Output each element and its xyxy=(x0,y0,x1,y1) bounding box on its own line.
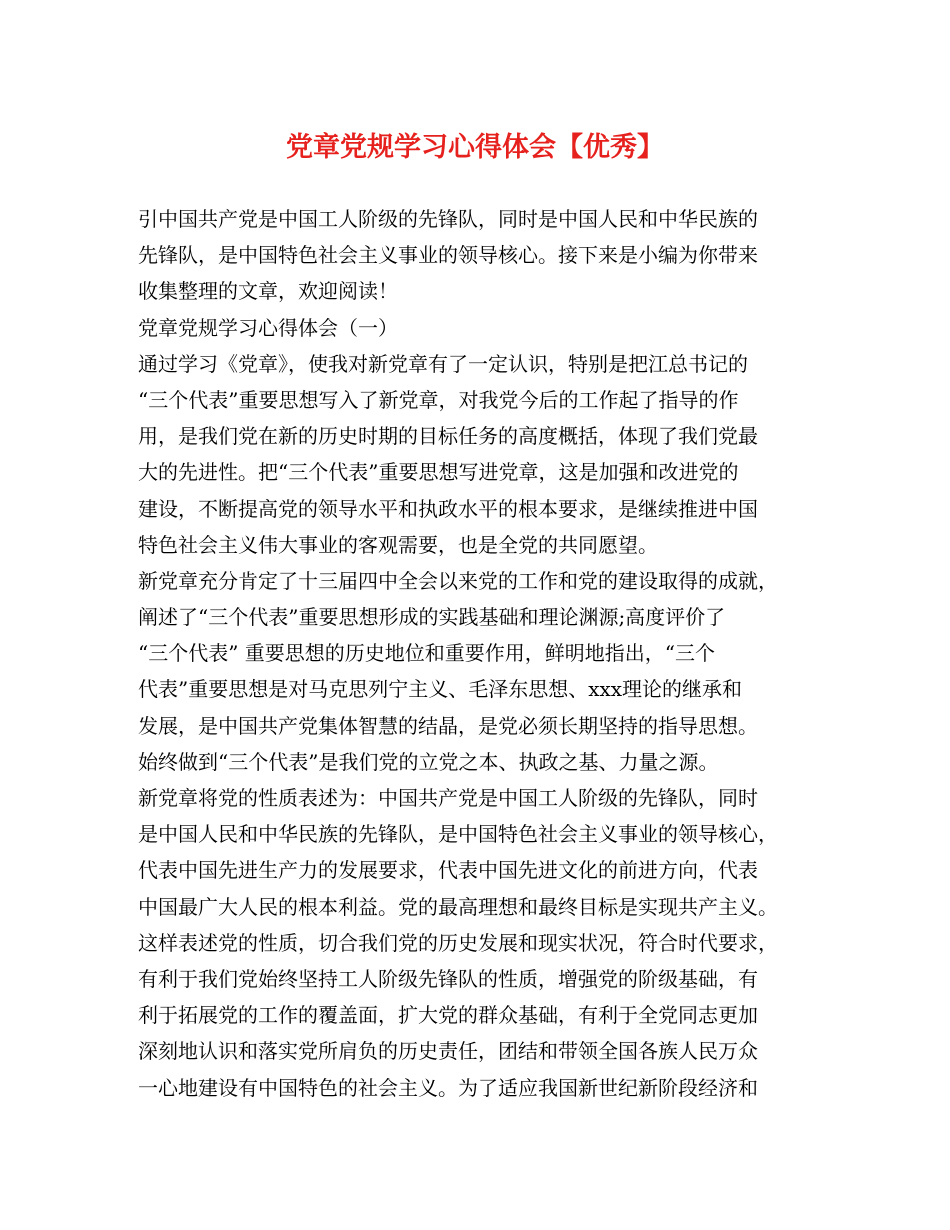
text-line: 用，是我们党在新的历史时期的目标任务的高度概括，体现了我们党最 xyxy=(138,424,758,449)
text-line: 收集整理的文章，欢迎阅读！ xyxy=(138,279,398,304)
text-line: 特色社会主义伟大事业的客观需要，也是全党的共同愿望。 xyxy=(138,532,658,557)
text-line: 阐述了“三个代表”重要思想形成的实践基础和理论渊源;高度评价了 xyxy=(138,605,726,630)
text-line: 大的先进性。把“三个代表”重要思想写进党章，这是加强和改进党的 xyxy=(138,460,739,485)
text-line: 有利于我们党始终坚持工人阶级先锋队的性质，增强党的阶级基础，有 xyxy=(138,966,758,991)
document-body xyxy=(138,201,828,1106)
text-line: 代表中国先进生产力的发展要求，代表中国先进文化的前进方向，代表 xyxy=(138,858,758,883)
text-line: 新党章充分肯定了十三届四中全会以来党的工作和党的建设取得的成就， xyxy=(138,568,778,593)
document-title: 党章党规学习心得体会【优秀】 xyxy=(286,132,664,163)
text-line: 引中国共产党是中国工人阶级的先锋队，同时是中国人民和中华民族的 xyxy=(138,207,758,231)
text-line: 利于拓展党的工作的覆盖面，扩大党的群众基础，有利于全党同志更加 xyxy=(138,1003,758,1028)
section-heading: 党章党规学习心得体会（一） xyxy=(138,315,398,340)
text-line: 这样表述党的性质，切合我们党的历史发展和现实状况，符合时代要求， xyxy=(138,930,778,955)
text-line: 是中国人民和中华民族的先锋队，是中国特色社会主义事业的领导核心， xyxy=(138,822,778,847)
text-line: 一心地建设有中国特色的社会主义。为了适应我国新世纪新阶段经济和 xyxy=(138,1075,758,1100)
text-line: 建设，不断提高党的领导水平和执政水平的根本要求，是继续推进中国 xyxy=(138,496,758,521)
text-line: 中国最广大人民的根本利益。党的最高理想和最终目标是实现共产主义。 xyxy=(138,894,778,919)
text-line: 通过学习《党章》，使我对新党章有了一定认识，特别是把江总书记的 xyxy=(138,351,748,376)
text-line: 代表”重要思想是对马克思列宁主义、毛泽东思想、xxx理论的继承和 xyxy=(138,677,743,702)
text-line: 始终做到“三个代表”是我们党的立党之本、执政之基、力量之源。 xyxy=(138,749,719,774)
text-line: 新党章将党的性质表述为：中国共产党是中国工人阶级的先锋队，同时 xyxy=(138,786,758,810)
text-line: “三个代表” 重要思想的历史地位和重要作用，鲜明地指出，“三个 xyxy=(138,641,716,666)
text-line: 发展，是中国共产党集体智慧的结晶，是党必须长期坚持的指导思想。 xyxy=(138,713,758,738)
text-line: 深刻地认识和落实党所肩负的历史责任，团结和带领全国各族人民万众 xyxy=(138,1039,758,1064)
text-line: “三个代表”重要思想写入了新党章，对我党今后的工作起了指导的作 xyxy=(138,387,739,412)
text-line: 先锋队，是中国特色社会主义事业的领导核心。接下来是小编为你带来 xyxy=(138,243,758,268)
